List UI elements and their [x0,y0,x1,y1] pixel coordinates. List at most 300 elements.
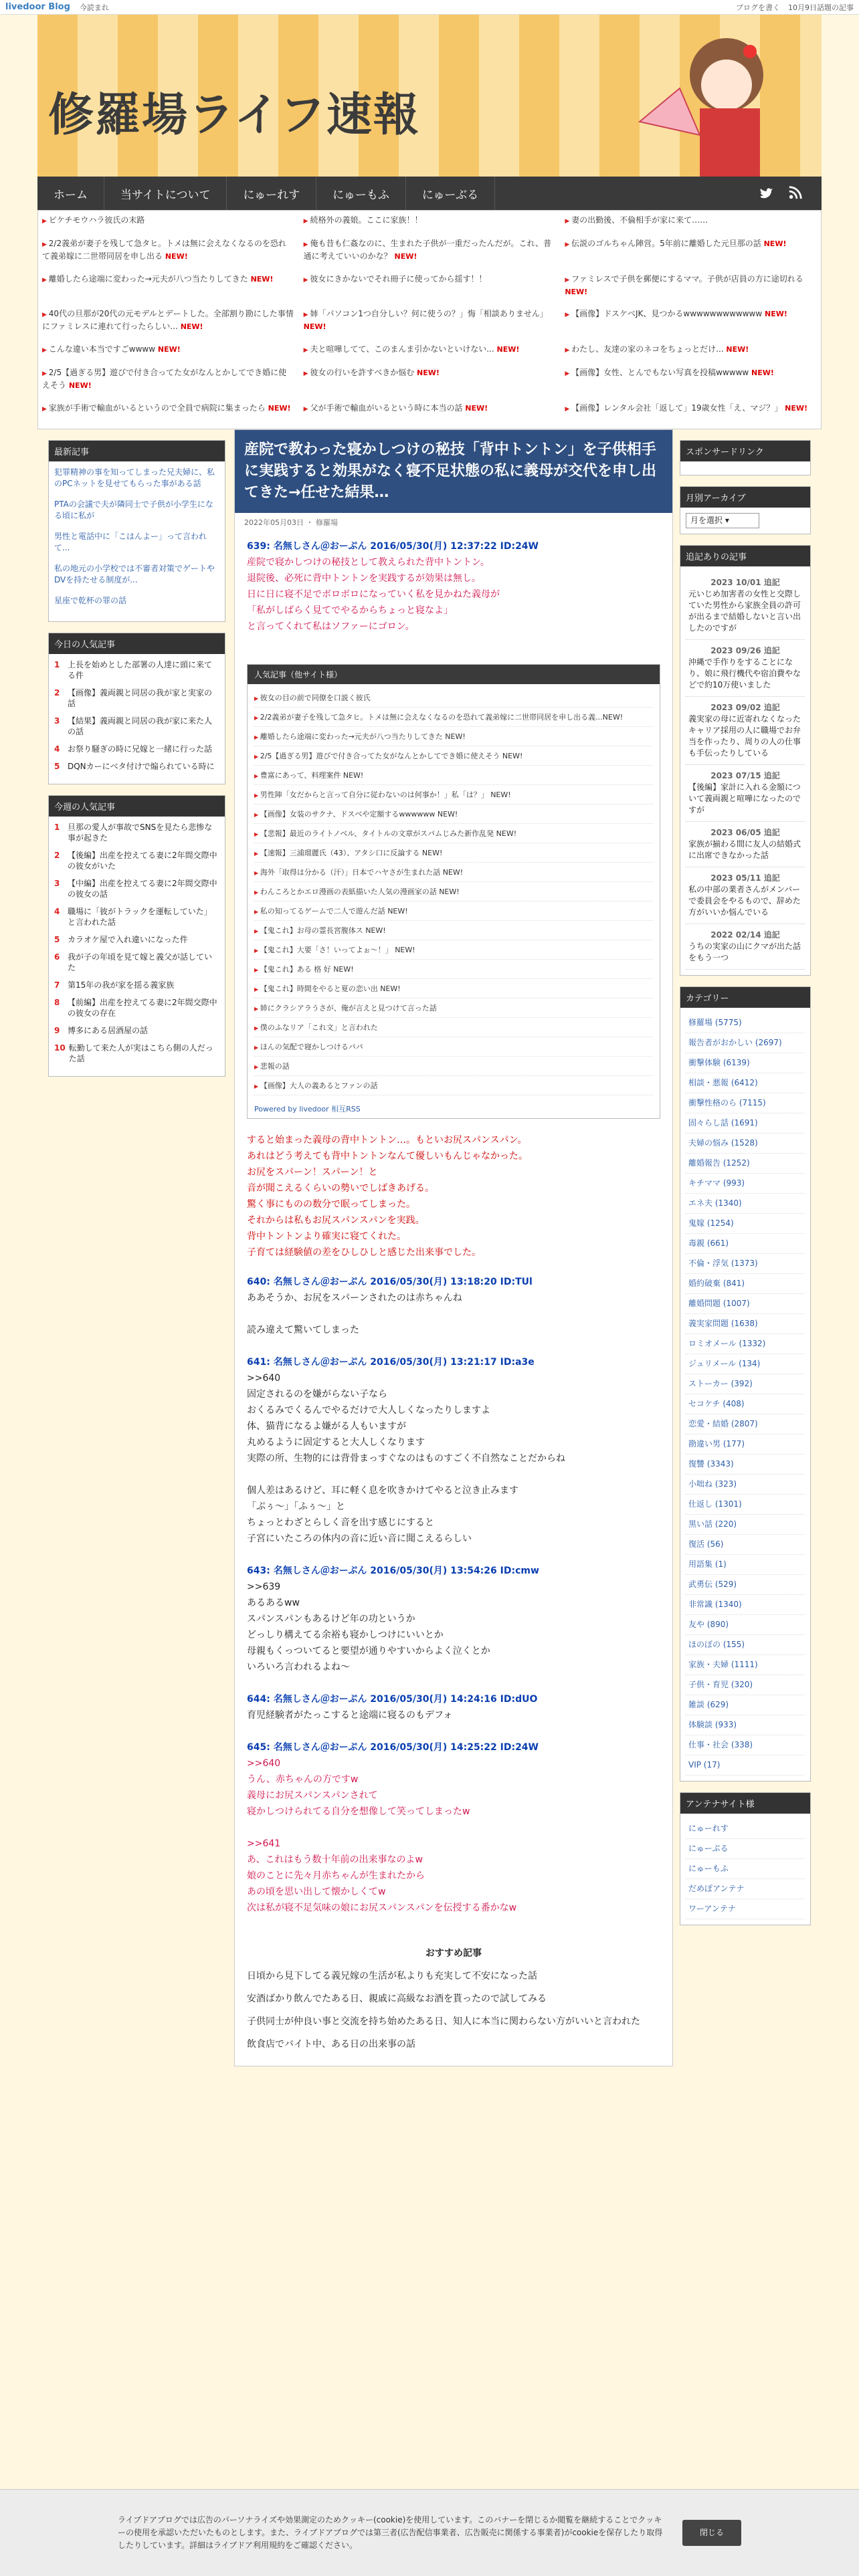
feed-item[interactable] [304,308,556,342]
livedoor-logo[interactable]: livedoor Blog [5,2,70,12]
response-line: と言ってくれて私はソファーにゴロン。 [247,621,415,632]
updated-articles-list [686,572,805,970]
site-title[interactable]: 修羅場ライフ速報 [48,89,420,142]
category-item[interactable]: VIP (17) [686,1755,805,1776]
rank-title[interactable]: 【前編】出産を控えてる妻に2年間交際中の彼女の存在 [68,998,217,1018]
cookie-text: ライブドアブログでは広告のパーソナライズや効果測定のためクッキー(cookie)を使用しています。このバナーを閉じるか閲覧を継続することでクッキーの使用を承認いただいたものとします。また、ライブドアブログでは第三者(広告配信事業者、広告販売に関係する事業者)がcookieを保存したり取得したりしています。詳細はライブドア利用規約をご確認ください。 [117,2515,663,2550]
month-select[interactable]: 月を選択 ▾ [686,513,759,528]
today-ranking-widget [48,633,225,784]
feed-item[interactable] [42,308,294,342]
updated-article[interactable] [686,697,805,765]
article-responses [235,1267,672,1939]
response-line: >>641 [247,1838,281,1849]
rank-number: 8 [54,998,60,1007]
category-item[interactable]: 子供・育児 (320) [686,1675,805,1695]
twitter-icon[interactable] [759,185,775,201]
response-header: 639: 名無しさん＠おーぷん 2016/05/30(月) 12:37:22 ID:24W [247,541,539,552]
story-line: すると始まった義母の背中トントン…。もといお尻スパンスパン。 [247,1135,527,1146]
rank-title[interactable]: 上長を始めとした部署の人達に頭に来てる件 [68,660,213,680]
antenna-item[interactable]: にゅーれす [686,1819,805,1839]
category-widget [680,986,811,1782]
rank-number: 3 [54,716,60,726]
recommend-section [235,1939,672,2066]
widget-title: 最新記事 [49,441,225,461]
feed-item-text[interactable]: 続格外の義娘。ここに家族！！ [310,215,423,225]
response-header: 641: 名無しさん＠おーぷん 2016/05/30(月) 13:21:17 ID:a3e [247,1357,535,1368]
response-line: ああそうか、お尻をスパーンされたのは赤ちゃんね [247,1293,462,1303]
response-line: 「ぷぅ〜」「ふぅ〜」と [247,1501,345,1512]
updated-title[interactable]: 私の中部の業者さんがメンバーで委員会をやるもので、辞めた方がいいか悩んでいる [688,885,801,917]
category-item[interactable]: 黒い話 (220) [686,1515,805,1535]
partner-feed-item[interactable]: ▶ 姉にクラシアラうさが、俺が言えと見つけて言った話 [254,998,653,1018]
rank-number: 4 [54,907,60,916]
partner-feed [37,210,822,429]
top-bar [0,0,859,15]
story-line: 音が聞こえるくらいの勢いでしばきあげる。 [247,1183,434,1194]
rank-title[interactable]: 博多にある居酒屋の話 [68,1026,149,1035]
ranking-item[interactable] [54,906,219,928]
new-badge: NEW! [414,368,440,378]
recommend-item[interactable]: 安酒ばかり飲んでたある日、親戚に高級なお酒を貰ったので試してみる [247,1994,547,2004]
ranking-list [54,822,219,1064]
response-line: 次は私が寝不足気味の娘にお尻スパンスパンを伝授する番かなw [247,1903,517,1913]
rank-title[interactable]: お祭り騒ぎの時に兄嫁と一緒に行った話 [68,744,213,754]
rank-title[interactable]: 【中編】出産を控えてる妻に2年間交際中の彼女の話 [68,879,217,899]
category-item[interactable]: 小咄ね (323) [686,1475,805,1495]
category-item[interactable]: 武勇伝 (529) [686,1575,805,1595]
category-item[interactable]: キチママ (993) [686,1174,805,1194]
partner-feed-item[interactable]: ▶ 悲報の話 [254,1057,653,1076]
category-item[interactable]: 夫婦の悩み (1528) [686,1134,805,1154]
ranking-list [54,659,219,772]
ranking-item[interactable] [54,716,219,737]
sponsor-widget [680,440,811,475]
category-item[interactable]: 固々らし話 (1691) [686,1113,805,1134]
right-sidebar [680,429,811,1925]
rank-title[interactable]: 第15年の我が家を揺る義家族 [68,980,175,990]
feed-item[interactable] [304,274,556,307]
ranking-item[interactable] [54,1043,219,1064]
feed-item-text[interactable]: 彼女にきかないでそれ冊子に使ってから揺す！！ [310,274,487,284]
nav-newbul[interactable]: にゅーぶる [406,177,495,210]
category-item[interactable]: 衝撃体験 (6139) [686,1053,805,1073]
response-line: >>640 [247,1373,281,1384]
category-item[interactable]: 毒親 (661) [686,1234,805,1254]
partner-feed-item[interactable]: ▶ 僕のふなリア「これ文」と言われた [254,1018,653,1037]
main-article [234,429,673,2066]
recent-article[interactable]: 私の地元の小学校では不審者対策でゲートやDVを持たせる制度が... [54,564,215,584]
topbar-sub[interactable]: 今読まれ [79,3,109,12]
partner-feed-item[interactable]: ▶ 【速報】三浦瑠麗氏（43）、アタシ口に反論する NEW! [254,843,653,863]
new-badge: NEW! [265,403,291,413]
story-line: お尻をスパーン！スパーン！と [247,1167,378,1178]
feed-item-text[interactable]: 父が手術で輸血がいるという時に本当の話 [310,403,463,413]
partner-feed-footer[interactable]: Powered by livedoor 相互RSS [254,1105,361,1113]
feed-item[interactable] [304,367,556,401]
ranking-item[interactable] [54,934,219,945]
new-badge: NEW! [462,403,488,413]
feed-item[interactable] [42,403,294,425]
partner-feed-item[interactable]: ▶ 私の知ってるゲームで二人で遊んだ話 NEW! [254,901,653,921]
rank-number: 10 [54,1043,66,1053]
rank-number: 2 [54,688,60,697]
feed-item-text[interactable]: わたし、友達の家のネコをちょっとだけ... [571,344,724,354]
updated-article[interactable] [686,924,805,970]
widget-title: 今日の人気記事 [49,633,225,654]
widget-title: 月別アーカイブ [680,487,810,508]
recommend-item[interactable]: 子供同士が仲良い事と交流を持ち始めたある日、知人に本当に関わらない方がいいと言われた [247,2016,640,2027]
rank-title[interactable]: 職場に「彼がトラックを運転していた」と言われた話 [68,907,212,927]
response-line: 母親もくっついてると要望が通りやすいからよく泣くとか [247,1646,490,1656]
nav-newmofu[interactable]: にゅーもふ [316,177,406,210]
response-line: 寝かしつけられてる自分を想像して笑ってしまったw [247,1806,470,1817]
updated-title[interactable]: うちの実家の山にクマが出た話をもう一つ [688,942,801,962]
response-line: いろいろ言われるよね〜 [247,1662,350,1673]
response-line: 固定されるのを嫌がらない子なら [247,1389,387,1400]
article-category[interactable]: 修羅場 [316,518,338,527]
category-item[interactable]: 体験談 (933) [686,1715,805,1735]
article-body-first [235,532,672,657]
new-badge: NEW! [66,381,92,391]
response-line: あるあるww [247,1598,300,1608]
category-item[interactable]: 義実家問題 (1638) [686,1314,805,1334]
updated-date: 2023 09/26 追記 [710,646,780,655]
response-line: 娘のことに先々月赤ちゃんが生まれたから [247,1870,425,1881]
rss-icon[interactable] [788,185,803,200]
ranking-item[interactable] [54,878,219,899]
partner-feed-item[interactable]: ▶ 【画像】女装のサクナ、ドスベや定額するwwwwww NEW! [254,804,653,824]
antenna-item[interactable]: だめぽアンテナ [686,1879,805,1899]
updated-title[interactable]: 【後編】家計に入れる金額について義両親と喧嘩になったのですが [688,782,801,815]
category-item[interactable]: 修羅場 (5775) [686,1013,805,1033]
response-line [247,1306,660,1322]
category-item[interactable]: 婚約破棄 (841) [686,1274,805,1294]
ranking-item[interactable] [54,952,219,973]
category-item[interactable]: 家族・夫婦 (1111) [686,1655,805,1675]
recommend-item[interactable]: 飲食店でバイト中、ある日の出来事の話 [247,2039,415,2050]
partner-feed-item[interactable]: ▶ 海外「取得は分かる（汗）」日本でハヤさが生まれた話 NEW! [254,863,653,882]
updated-article[interactable] [686,765,805,822]
recommend-item[interactable]: 日頃から見下してる義兄嫁の生活が私よりも充実して不安になった話 [247,1971,537,1981]
ranking-item[interactable] [54,744,219,754]
partner-feed-list [248,684,660,1099]
rank-number: 3 [54,879,60,888]
antenna-item[interactable]: ワーアンテナ [686,1899,805,1919]
response-line: 退院後、必死に背中トントンを実践するが効果は無し。 [247,573,481,584]
response-line: 産院で寝かしつけの秘技として教えられた背中トントン。 [247,557,490,568]
response-line: スパンスパンもあるけど年の功というか [247,1614,415,1624]
antenna-item[interactable]: にゅーもふ [686,1859,805,1879]
response-header: 644: 名無しさん＠おーぷん 2016/05/30(月) 14:24:16 ID:dUO [247,1694,538,1705]
rank-number: 6 [54,952,60,962]
response-line: ちょっとわざとらしく音を出す感じにすると [247,1517,434,1528]
response-line: 育児経験者がたっこすると途端に寝るのもデフォ [247,1710,453,1721]
rank-number: 7 [54,980,60,990]
feed-item-text[interactable]: 40代の旦那が20代の元モデルとデートした。全部割り勘にした事情にファミレスに連れて行ったらしい... [42,309,294,332]
recent-article[interactable]: PTAの会議で夫が隣同士で子供が小学生になる頃に私が [54,500,213,520]
cookie-close-button[interactable]: 閉じる [682,2520,741,2546]
partner-feed-item[interactable]: ▶ 【悲報】最近のライトノベル、タイトルの文章がスパムじみた新作乱発 NEW! [254,824,653,843]
feed-item-text[interactable]: 彼女の行いを許すべきか悩む [310,368,415,378]
ranking-item[interactable] [54,980,219,990]
feed-item[interactable] [304,238,556,272]
rank-number: 4 [54,744,60,754]
recent-article[interactable]: 星座で乾杯の罪の話 [54,596,127,605]
left-sidebar [48,429,225,1077]
category-item[interactable]: ロミオメール (1332) [686,1334,805,1354]
response-line: どっしり構えてる余裕も寝かしつけにいいとか [247,1630,444,1640]
article-title[interactable]: 産院で教わった寝かしつけの秘技「背中トントン」を子供相手に実践すると効果がなく寝不足状態の私に義母が交代を申し出てきた→任せた結果… [235,430,672,513]
category-item[interactable]: ほのぼの (155) [686,1635,805,1655]
category-item[interactable]: セコケチ (408) [686,1394,805,1414]
rank-title[interactable]: 旦那の愛人が事故でSNSを見たら悲惨な事が起きた [68,823,213,843]
category-item[interactable]: 衝撃性格のら (7115) [686,1093,805,1113]
feed-item[interactable] [565,367,817,401]
category-item[interactable]: 友や (890) [686,1615,805,1635]
category-item[interactable]: 用語集 (1) [686,1555,805,1575]
updated-title[interactable]: 義実家の母に近寄れなくなったキャリア採用の人に職場でお弁当を作ったり、周りの人の仕事も手伝ったりしている [688,714,801,758]
response-line [247,1467,660,1483]
antenna-widget [680,1792,811,1925]
story-line: 驚く事にものの数分で眠ってしまった。 [247,1199,415,1210]
rank-title[interactable]: 転勤して来た人が実はこちら側の人だった話 [68,1043,213,1063]
main-nav [37,177,822,210]
feed-item[interactable] [565,344,817,366]
feed-item[interactable] [304,344,556,366]
ranking-item[interactable] [54,687,219,709]
nav-about[interactable]: 当サイトについて [104,177,227,210]
rank-title[interactable]: 【後編】出産を控えてる妻に2年間交際中の彼女がいた [68,851,217,871]
updated-date: 2023 10/01 追記 [710,578,780,587]
category-item[interactable]: 勘違い男 (177) [686,1434,805,1455]
feed-item-text[interactable]: 夫と喧嘩してて、このまんま引かないといけない... [310,344,494,354]
article-meta: 2022年05月03日 ・ 修羅場 [244,518,338,527]
response-line: >>640 [247,1758,281,1769]
response-line: おくるみでくるんでやるだけで大人しくなったりしますよ [247,1405,490,1416]
feed-item[interactable] [565,274,817,307]
partner-feed-item[interactable]: ▶ わんころとかエロ漫画の表紙描いた人気の漫画家の話 NEW! [254,882,653,901]
cookie-banner [0,2489,859,2576]
updated-title[interactable]: 家族が揃わる間に友人の結婚式に出席できなかった話 [688,839,801,860]
recent-article[interactable]: 男性と電話中に「こはんよー」って言われて... [54,532,207,552]
ranking-item[interactable] [54,1025,219,1036]
feed-item[interactable] [42,344,294,366]
feed-item-text[interactable]: 2/2義弟が妻子を残して急タヒ。トメは無に会えなくなるのを恐れて義弟嫁に二世帯同居を申し出る [42,239,286,261]
recent-articles-widget [48,440,225,622]
updated-date: 2023 09/02 追記 [710,703,780,712]
new-badge: NEW! [565,287,588,296]
story-line: 子育ては経験値の差をひしひしと感じた出来事でした。 [247,1247,481,1258]
category-item[interactable]: ジュリメール (134) [686,1354,805,1374]
rank-title[interactable]: 【結果】義両親と同居の我が家に来た人の話 [68,716,213,736]
rank-number: 2 [54,851,60,860]
response-line: 丸めるように固定すると大人しくなります [247,1437,425,1448]
response-line: 個人差はあるけど、耳に軽く息を吹きかけてやると泣き止みます [247,1485,518,1496]
partner-feed-item[interactable]: ▶ 【鬼これ】時間をやると夏の恋い出 NEW! [254,979,653,998]
partner-feed-item[interactable]: ▶ 2/2義弟が妻子を残して急タヒ。トメは無に会えなくなるのを恐れて義弟嫁に二世帯同居を申し出る義...NEW! [254,708,653,727]
ranking-item[interactable] [54,659,219,681]
week-ranking-widget [48,795,225,1077]
partner-feed-item[interactable]: ▶ 離婚したら途端に変わった→元夫が八つ当たりしてきた NEW! [254,727,653,746]
new-badge: NEW! [749,368,774,378]
feed-item-text[interactable]: 【画像】ドスケベJK、見つかるwwwwwwwwwwww [571,309,763,319]
nav-newres[interactable]: にゅーれす [227,177,316,210]
widget-title: 今週の人気記事 [49,796,225,817]
widget-title: 追記ありの記事 [680,546,810,566]
new-badge: NEW! [155,344,181,354]
topbar-right [736,2,854,13]
new-badge: NEW! [391,252,417,261]
rank-number: 5 [54,762,60,771]
feed-item-text[interactable]: 妻の出勤後、不倫相手が家に来て…… [571,215,708,225]
ranking-item[interactable] [54,822,219,843]
new-badge: NEW! [782,403,808,413]
updated-article[interactable] [686,867,805,924]
updated-article[interactable] [686,822,805,867]
feed-item-text[interactable]: 2/5【過ぎる男】遊びで付き合ってた女がなんとかしてでき婚に使えそう [42,368,287,391]
feed-item[interactable] [42,367,294,401]
new-badge: NEW! [303,322,326,332]
story-line: 背中トントンより確実に寝てくれた。 [247,1231,406,1242]
social-icons [759,185,822,201]
new-badge: NEW! [762,310,787,319]
site-header [37,15,822,177]
rank-title[interactable]: 我が子の年頃を見て嫁と義父が話していた [68,952,213,972]
response-line: 義母にお尻スパンスパンされて [247,1790,378,1801]
category-item[interactable]: エネ夫 (1340) [686,1194,805,1214]
category-item[interactable]: 不倫・浮気 (1373) [686,1254,805,1274]
feed-item-text[interactable]: ファミレスで子供を郵便にするママ。子供が店員の方に途切れる [571,274,803,284]
updated-date: 2022 02/14 追記 [710,930,780,940]
updated-title[interactable]: 元いじめ加害者の女性と交際していた男性から家族全員の許可が出るまで結婚しないと言い出したのですが [688,589,801,633]
new-badge: NEW! [248,274,274,284]
feed-item-text[interactable]: 姉「パソコン1つ自分しい？何に使うの？」悔「相談ありません」 [310,309,548,319]
response-line: あの頃を思い出して懐かしくてw [247,1887,386,1897]
updated-article[interactable] [686,640,805,697]
category-item[interactable]: 復讐 (3343) [686,1455,805,1475]
new-badge: NEW! [761,239,787,249]
feed-item-text[interactable]: 離婚したら途端に変わった→元夫が八つ当たりしてきた [48,274,248,284]
antenna-list [686,1819,805,1919]
feed-item-text[interactable]: 俺も昔も仁姦なのに、生まれた子供が一重だったんだが。これ、普通に考えていいのかな？ [303,239,552,261]
feed-item-text[interactable]: 【画像】女性、とんでもない写真を投稿wwwww [571,368,749,378]
feed-item-text[interactable]: 家族が手術で輸血がいるというので全員で病院に集まったら [48,403,266,413]
partner-feed-item[interactable]: ▶ ほんの気配で寝かしつけるパパ [254,1037,653,1057]
partner-feed-item[interactable]: ▶ 【鬼これ】お母の霊長宮腹体ス NEW! [254,921,653,940]
partner-feed-box [247,664,660,1119]
updated-date: 2023 05/11 追記 [710,873,780,883]
feed-item-text[interactable]: ピケチモウハラ彼氏の末路 [48,215,145,225]
response-line: 実際の所、生物的には背骨まっすぐなのはものすごく不自然なことだからね [247,1453,565,1464]
new-badge: NEW! [494,344,520,354]
category-item[interactable]: 恋愛・結婚 (2807) [686,1414,805,1434]
category-item[interactable]: 仕返し (1301) [686,1495,805,1515]
feed-item[interactable] [304,215,556,237]
response-line [247,1820,660,1836]
new-badge: NEW! [177,322,203,332]
feed-item[interactable] [42,238,294,272]
category-item[interactable]: 相談・悪報 (6412) [686,1073,805,1093]
category-item[interactable]: 復活 (56) [686,1535,805,1555]
category-item[interactable]: ストーカー (392) [686,1374,805,1394]
topics-link[interactable]: 10月9日話題の記事 [788,3,854,12]
rank-title[interactable]: カラオケ屋で入れ違いになった件 [68,935,188,944]
feed-item-text[interactable]: こんな違い本当ですごwwww [48,344,156,354]
partner-feed-title: 人気記事（他サイト様） [248,665,660,684]
recommend-list [247,1968,660,2052]
feed-item[interactable] [42,274,294,307]
partner-feed-item[interactable]: ▶ 2/5【過ぎる男】遊びで付き合ってた女がなんとかしてでき婚に使えそう NEW! [254,746,653,766]
partner-feed-item[interactable]: ▶ 【鬼これ】ある 格 好 NEW! [254,960,653,979]
new-badge: NEW! [163,252,188,261]
new-badge: NEW! [723,344,749,354]
updated-date: 2023 06/05 追記 [710,828,780,837]
widget-title: アンテナサイト様 [680,1793,810,1814]
feed-item[interactable] [565,215,817,237]
category-item[interactable]: 離婚問題 (1007) [686,1294,805,1314]
feed-item[interactable] [565,308,817,342]
partner-feed-item[interactable]: ▶ 男性陣「女だからと言って自分に従わないのは何事か！」私「は？」 NEW! [254,785,653,804]
write-blog-link[interactable]: ブログを書く [736,3,780,12]
partner-feed-item[interactable]: ▶ 【画像】大人の義あるとファンの話 [254,1076,653,1095]
feed-item-text[interactable]: 伝説のゴルちゃん陣営。5年前に離婚した元旦那の話 [571,239,761,249]
updated-article[interactable] [686,572,805,640]
category-item[interactable]: 鬼嫁 (1254) [686,1214,805,1234]
rank-number: 9 [54,1026,60,1035]
response-line: 子宮にいたころの体内の音に近い音に聞こえるらしい [247,1533,472,1544]
rank-title[interactable]: DQNカーにベタ付けで煽られている時に [68,762,215,771]
response-line: 日に日に寝不足でボロボロになっていく私を見かねた義母が [247,589,500,600]
response-line: >>639 [247,1582,281,1592]
article-body-mid [235,1125,672,1267]
category-list [686,1013,805,1776]
updated-title[interactable]: 沖縄で手作りをすることになり、娘に飛行機代や宿泊費やなどで約10万使いました [688,657,801,689]
response-line: あ、これはもう数十年前の出来事なのよw [247,1854,423,1865]
partner-feed-item[interactable]: ▶ 【鬼これ】大要「さ！いってよぉ〜！」 NEW! [254,940,653,960]
category-item[interactable]: 離婚報告 (1252) [686,1154,805,1174]
ranking-item[interactable] [54,997,219,1018]
story-line: それからは私もお尻スパンスパンを実践。 [247,1215,425,1226]
response-line: 体、猫背になるよ嫌がる人もいますが [247,1421,406,1432]
category-item[interactable]: 報告者がおかしい (2697) [686,1033,805,1053]
widget-title: スポンサードリンク [680,441,810,461]
rank-number: 5 [54,935,60,944]
response-line: 「私がしばらく見てでやるからちょっと寝なよ」 [247,605,453,616]
partner-feed-item[interactable]: ▶ 豊富にあって、料理案件 NEW! [254,766,653,785]
ranking-item[interactable] [54,761,219,772]
recent-article[interactable]: 犯罪精神の事を知ってしまった兄夫婦に、私のPCネットを見せてもらった事がある話 [54,467,215,488]
nav-home[interactable]: ホーム [37,177,104,210]
antenna-item[interactable]: にゅーぷる [686,1839,805,1859]
feed-item[interactable] [565,238,817,272]
feed-item[interactable] [565,403,817,425]
category-item[interactable]: 雑談 (629) [686,1695,805,1715]
rank-title[interactable]: 【画像】義両親と同居の我が家と実家の話 [68,688,213,708]
category-item[interactable]: 仕事・社会 (338) [686,1735,805,1755]
response-line: 読み違えて驚いてしまった [247,1325,359,1335]
rank-number: 1 [54,823,60,832]
category-item[interactable]: 非常識 (1340) [686,1595,805,1615]
feed-item-text[interactable]: 【画像】レンタル会社「返して」19歳女性「え、マジ？」 [571,403,783,413]
feed-item[interactable] [42,215,294,237]
ranking-item[interactable] [54,850,219,871]
response-line: うん、赤ちゃんの方ですw [247,1774,359,1785]
partner-feed-item[interactable]: ▶ 彼女の目の前で同僚を口説く彼氏 [254,688,653,708]
updated-articles-widget [680,545,811,976]
monthly-archive-widget [680,486,811,534]
feed-item[interactable] [304,403,556,425]
story-line: あれはどう考えても背中トントンなんて優しいもんじゃなかった。 [247,1151,528,1162]
